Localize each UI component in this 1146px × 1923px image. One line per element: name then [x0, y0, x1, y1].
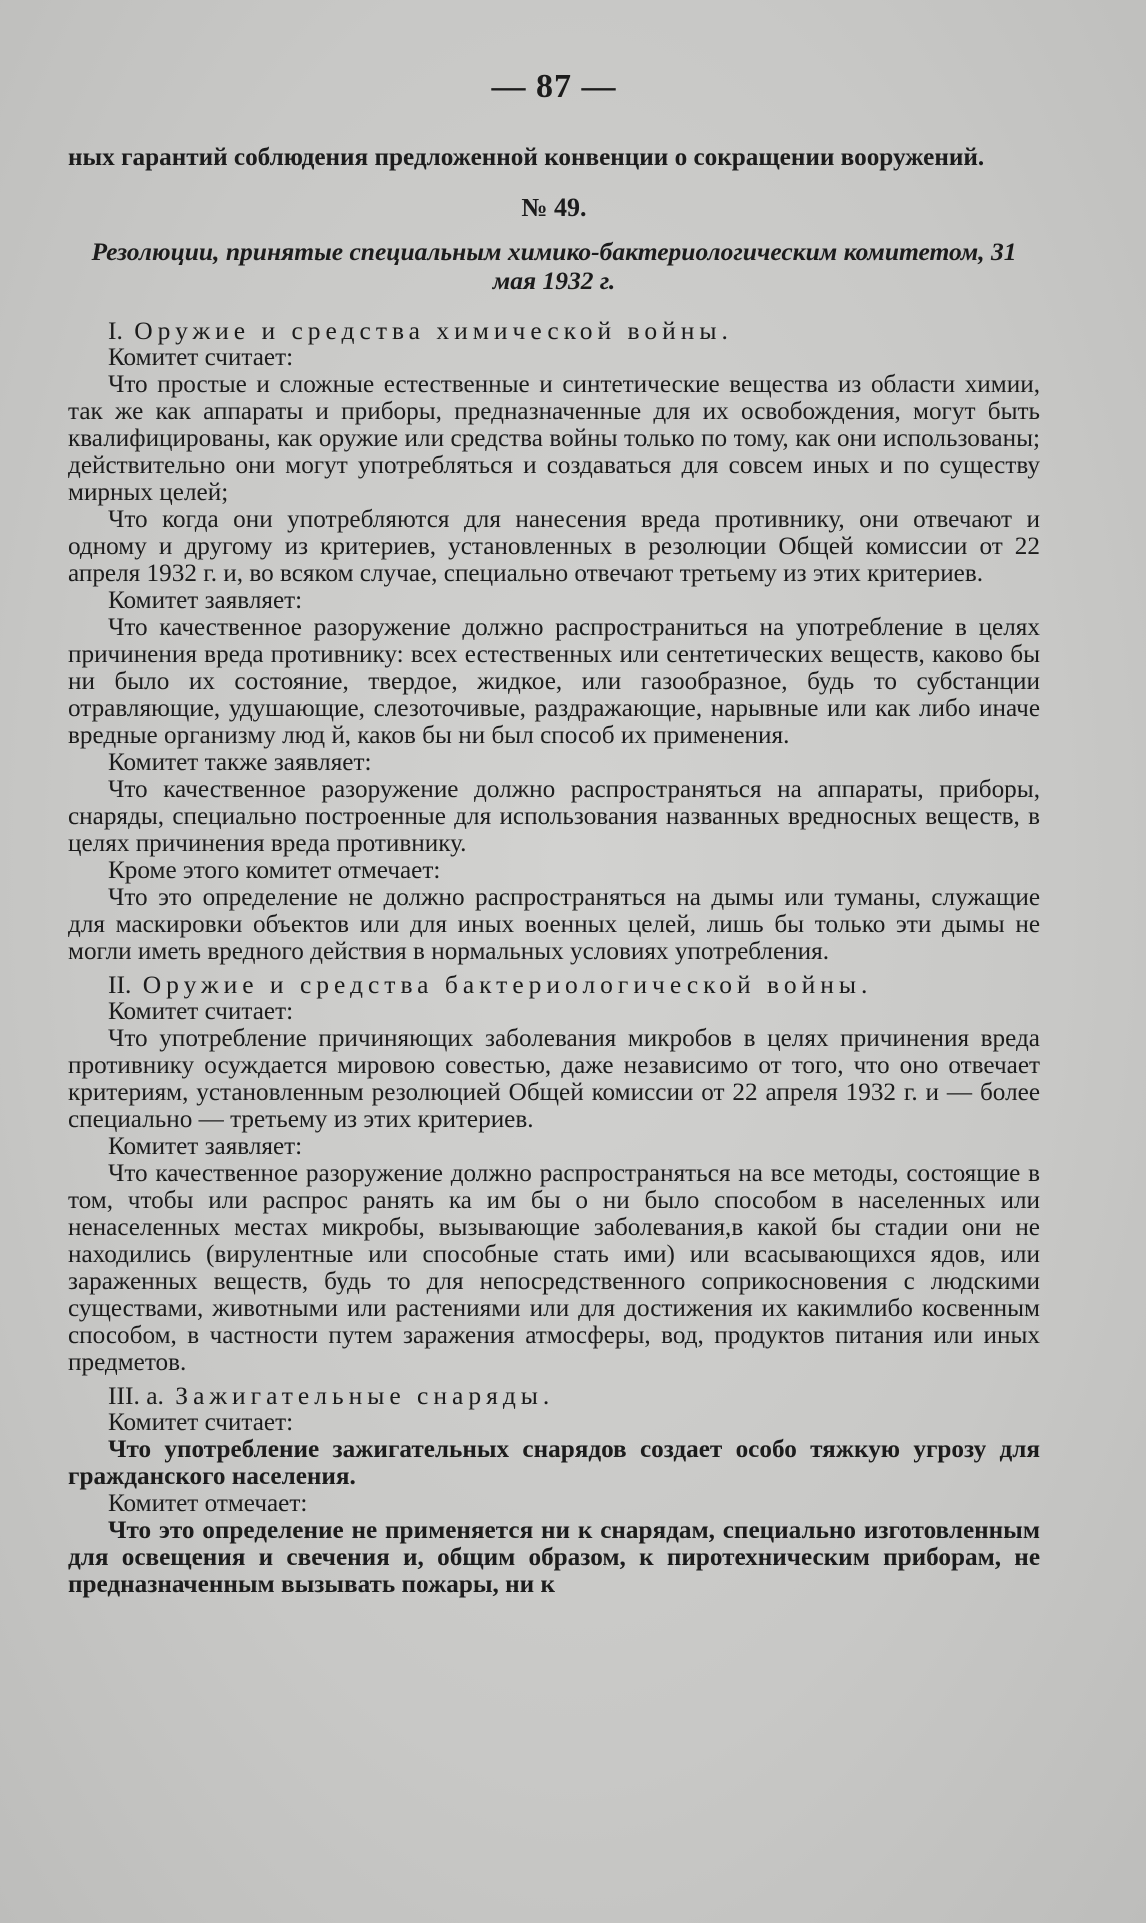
paragraph: Что когда они употребляются для нанесения вреда противнику, они отвечают и одному и другому из критериев, установленных в резолюции Общей комиссии от 22 апреля 1932 г. и, во всяком случае, специально отвечают третьему из этих критериев. [68, 506, 1040, 587]
document-title: Резолюции, принятые специальным химико-бактериологическим комитетом, 31 мая 1932 г. [91, 237, 1017, 295]
carryover-text: ных гарантий соблюдения предложенной конвенции о сокращении вооружений. [68, 144, 985, 171]
paragraph: Что качественное разоружение должно распространяться на все методы, состоящие в том, чтобы или распрос ранять ка им бы о ни было способом в населенных или ненаселенных местах микробы, вызывающие заболевания,в какой бы стадии они не находились (вирулентные или способные стать ими) или всасывающихся ядов, или зараженных веществ, будь то для непосредственного соприкосновения с людскими существами, животными или растениями или для достижения их какимлибо косвенным способом, в частности путем заражения атмосферы, вод, продуктов питания или иных предметов. [68, 1160, 1040, 1376]
section-heading [68, 317, 1040, 344]
section-title: Зажигательные снаряды. [175, 1381, 555, 1410]
section-heading [68, 1382, 1040, 1409]
paragraph: Что употребление зажигательных снарядов создает особо тяжкую угрозу для гражданского населения. [68, 1436, 1040, 1490]
document-body [68, 317, 1040, 1598]
section-number: I. [108, 316, 123, 345]
paragraph: Что качественное разоружение должно распространяться на аппараты, приборы, снаряды, специально построенные для использования названных вредносных веществ, в целях причинения вреда противнику. [68, 776, 1040, 857]
committee-statement-label: Комитет заявляет: [108, 587, 303, 614]
committee-statement-label: Комитет считает: [108, 344, 294, 371]
committee-statement-label: Кроме этого комитет отмечает: [108, 857, 441, 884]
committee-statement-label: Комитет считает: [108, 1409, 294, 1436]
committee-statement-label: Комитет считает: [108, 998, 294, 1025]
paragraph: Что простые и сложные естественные и синтетические вещества из области химии, так же как аппараты и приборы, предназначенные для их освобождения, могут быть квалифицированы, как оружие или средства войны только по тому, как они использованы; действительно они могут употребляться и создаваться для совсем иных и по существу мирных целей; [68, 371, 1040, 506]
committee-statement-label: Комитет отмечает: [108, 1490, 308, 1517]
section-heading [68, 971, 1040, 998]
paragraph: Что это определение не применяется ни к снарядам, специально изготовленным для освещения и свечения и, общим образом, к пиротехническим приборам, не предназначенным вызывать пожары, ни к [68, 1517, 1040, 1598]
page-number: — 87 — [491, 68, 617, 105]
paragraph: Что это определение не должно распространяться на дымы или туманы, служащие для маскировки объектов или для иных военных целей, лишь бы только эти дымы не могли иметь вредного действия в нормальных условиях употребления. [68, 884, 1040, 965]
section-title: Оружие и средства бактериологической войны. [142, 970, 873, 999]
paragraph: Что употребление причиняющих заболевания микробов в целях причинения вреда противнику осуждается мировою совестью, даже независимо от того, что оно отвечает критериям, установленным резолюцией Общей комиссии от 22 апреля 1932 г. и — более специально — третьему из этих критериев. [68, 1025, 1040, 1133]
section-title: Оружие и средства химической войны. [134, 316, 733, 345]
committee-statement-label: Комитет заявляет: [108, 1133, 303, 1160]
document-number: № 49. [521, 193, 587, 222]
section-number: II. [108, 970, 132, 999]
paragraph: Что качественное разоружение должно распространиться на употребление в целях причинения вреда противнику: всех естественных или сентетических веществ, каково бы ни было их состояние, твердое, жидкое, или газообразное, будь то субстанции отравляющие, удушающие, слезоточивые, раздражающие, нарывные или как либо иначе вредные организму люд й, каков бы ни был способ их применения. [68, 614, 1040, 749]
section-number: III. а. [108, 1381, 164, 1410]
committee-statement-label: Комитет также заявляет: [108, 749, 372, 776]
